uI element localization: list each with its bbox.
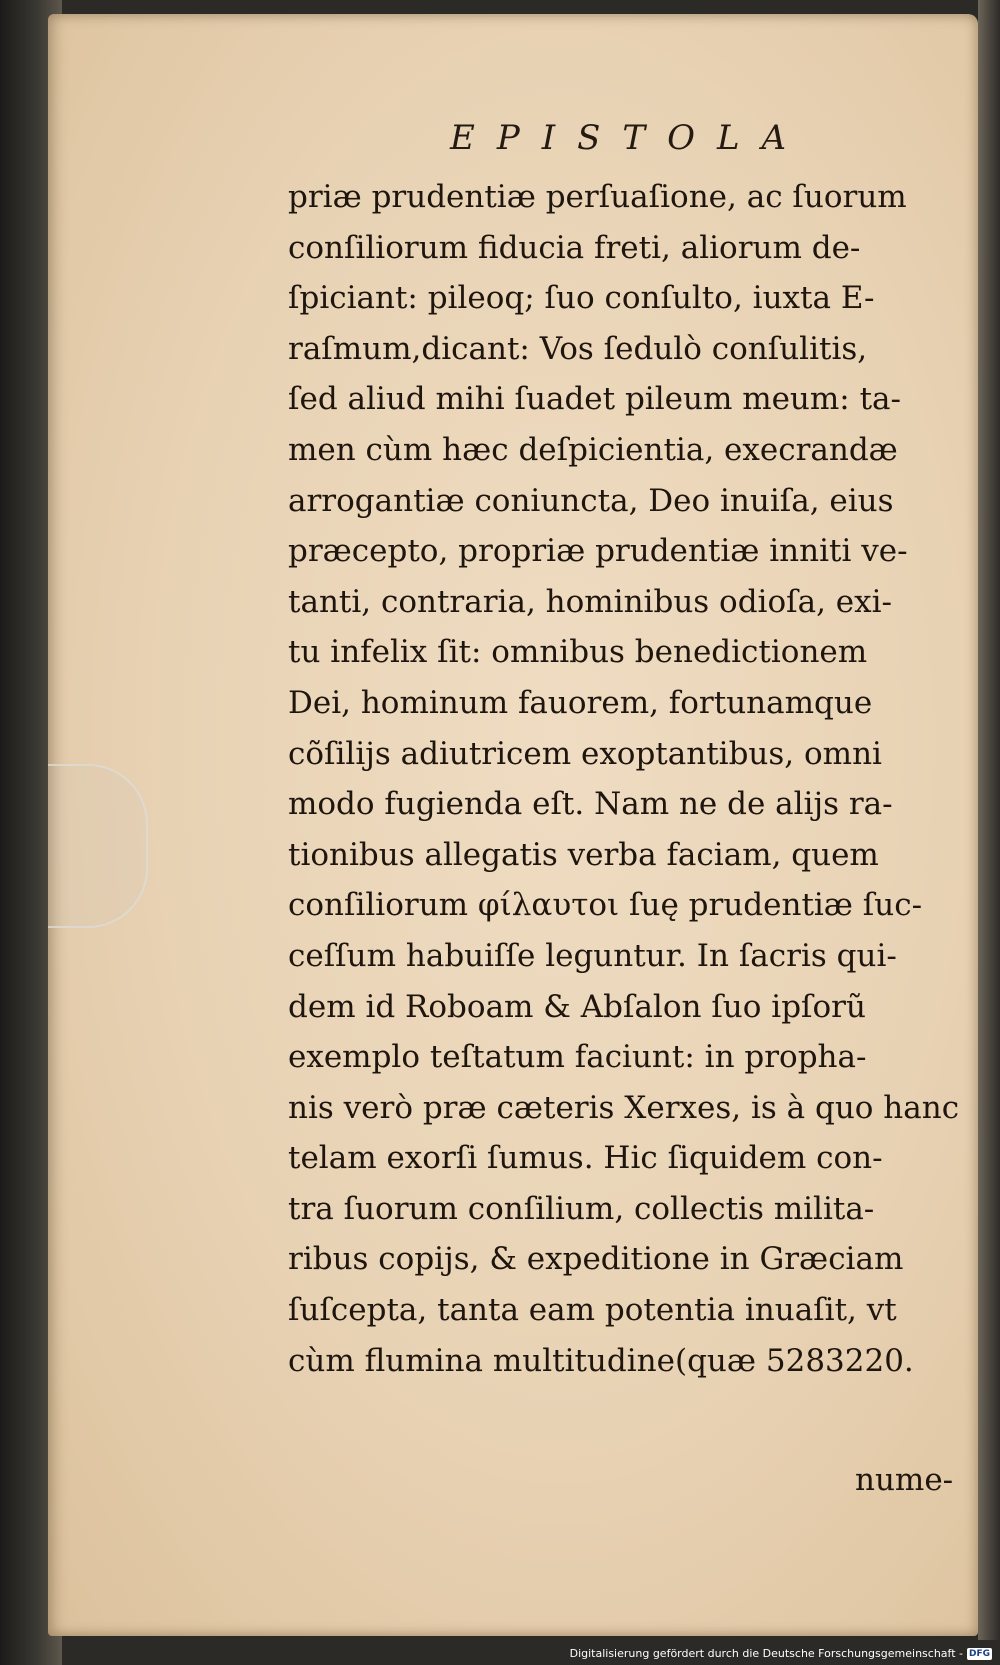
text-line: arrogantiæ coniuncta, Deo inuiſa, eius (288, 482, 894, 519)
text-line: conſiliorum φίλαυτοι ſuę prudentiæ ſuc- (288, 887, 923, 924)
text-line: nis verò præ cæteris Xerxes, is à quo hanc (288, 1089, 960, 1126)
text-line: telam exorſi ſumus. Hic ſiquidem con- (288, 1140, 883, 1177)
text-line: tra ſuorum conſilium, collectis milita- (288, 1190, 875, 1227)
body-text (288, 172, 980, 1386)
digitization-footer (570, 1647, 992, 1660)
text-line: tionibus allegatis verba faciam, quem (288, 836, 879, 873)
text-line: præcepto, propriæ prudentiæ inniti ve- (288, 533, 908, 570)
page-clip (48, 764, 148, 928)
text-line: men cùm hæc deſpicientia, execrandæ (288, 431, 898, 468)
text-line: raſmum,dicant: Vos ſedulò conſulitis, (288, 330, 868, 367)
text-line: cõſilijs adiutricem exoptantibus, omni (288, 735, 882, 772)
running-head: EPISTOLA (450, 118, 809, 158)
text-line: tu infelix ſit: omnibus benedictionem (288, 634, 868, 671)
text-line: cùm flumina multitudine(quæ 5283220. (288, 1342, 914, 1379)
dfg-logo-icon: DFG (968, 1648, 990, 1659)
text-line: exemplo teſtatum faciunt: in propha- (288, 1039, 867, 1076)
text-line: ſuſcepta, tanta eam potentia inuaſit, vt (288, 1292, 897, 1329)
text-line: dem id Roboam & Abſalon ſuo ipſorũ (288, 988, 866, 1025)
text-line: ſed aliud mihi ſuadet pileum meum: ta- (288, 381, 902, 418)
right-page-edge (978, 0, 1000, 1640)
footer-credit: Digitalisierung gefördert durch die Deutsche Forschungsgemeinschaft - (569, 1647, 963, 1660)
text-line: conſiliorum fiducia freti, aliorum de- (288, 229, 861, 266)
text-line: ceſſum habuiſſe leguntur. In ſacris qui- (288, 937, 897, 974)
text-line: ſpiciant: pileoq; ſuo conſulto, iuxta E- (288, 280, 875, 317)
text-line: tanti, contraria, hominibus odioſa, exi- (288, 583, 893, 620)
text-line: priæ prudentiæ perſuaſione, ac ſuorum (288, 179, 907, 215)
text-line: modo fugienda eſt. Nam ne de alijs ra- (288, 786, 893, 823)
text-line: ribus copijs, & expeditione in Græciam (288, 1241, 904, 1278)
text-line: Dei, hominum fauorem, fortunamque (288, 684, 873, 721)
catchword: nume- (855, 1462, 954, 1498)
